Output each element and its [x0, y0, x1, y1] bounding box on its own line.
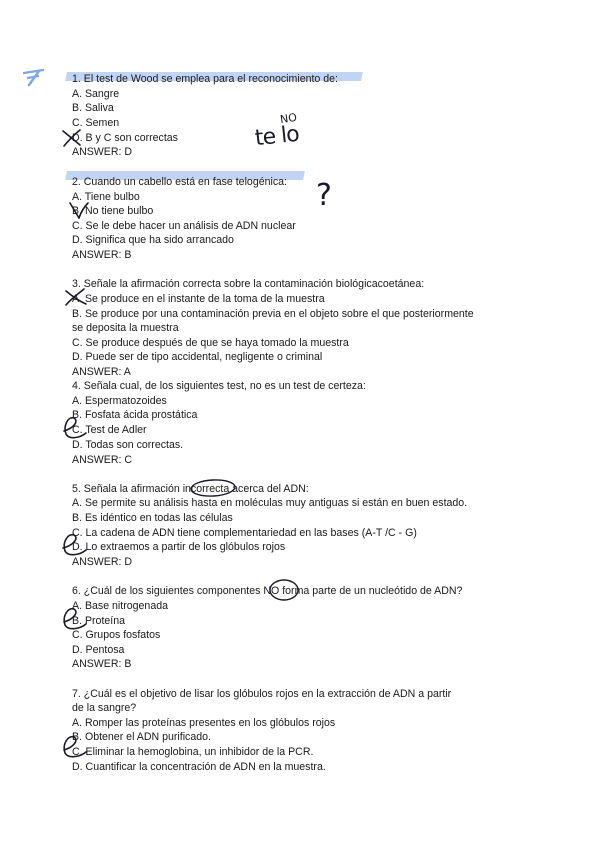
q4-option-d: D. Todas son correctas. — [72, 439, 184, 451]
q6-question: 6. ¿Cuál de los siguientes componentes NO forma parte de un nucleótido de ADN? — [72, 585, 463, 597]
q7-option-a: A. Romper las proteínas presentes en los glóbulos rojos — [72, 717, 336, 729]
q7-option-c: C. Eliminar la hemoglobina, un inhibidor de la PCR. — [72, 746, 314, 758]
q2-option-d: D. Significa que ha sido arrancado — [72, 234, 234, 246]
q2-answer: ANSWER: B — [72, 249, 132, 261]
q1-answer: ANSWER: D — [72, 146, 133, 158]
q5-question: 5. Señala la afirmación incorrecta acerca del ADN: — [72, 483, 309, 495]
q6-option-a: A. Base nitrogenada — [72, 600, 169, 612]
loop-mark-icon — [63, 535, 86, 555]
q6-option-d: D. Pentosa — [72, 644, 125, 656]
cross-mark-icon — [66, 289, 86, 305]
handwritten-te-lo: te lo — [253, 121, 300, 152]
handwritten-question-mark: ? — [316, 178, 332, 213]
q6-option-c: C. Grupos fosfatos — [72, 629, 161, 641]
q3-option-c: C. Se produce después de que se haya tomado la muestra — [72, 337, 349, 349]
loop-mark-icon — [64, 609, 86, 629]
handwritten-no: NO — [279, 110, 298, 127]
q5-option-b: B. Es idéntico en todas las células — [72, 512, 233, 524]
loop-mark-icon — [64, 418, 86, 438]
q3-option-b: B. Se produce por una contaminación previa en el objeto sobre el que posteriormente — [72, 308, 474, 320]
q1-option-c: C. Semen — [72, 117, 120, 129]
q1-question: 1. El test de Wood se emplea para el reconocimiento de: — [72, 73, 338, 85]
q7-option-d: D. Cuantificar la concentración de ADN en la muestra. — [72, 761, 326, 773]
q5-option-d: D. Lo extraemos a partir de los glóbulos rojos — [72, 541, 286, 553]
q4-question: 4. Señala cual, de los siguientes test, no es un test de certeza: — [72, 380, 366, 392]
q5-answer: ANSWER: D — [72, 556, 133, 568]
q7-option-b: B. Obtener el ADN purificado. — [72, 731, 211, 743]
q3-answer: ANSWER: A — [72, 366, 131, 378]
q2-option-c: C. Se le debe hacer un análisis de ADN nuclear — [72, 220, 296, 232]
q7-question: 7. ¿Cuál es el objetivo de lisar los glóbulos rojos en la extracción de ADN a partir — [72, 688, 452, 700]
q5-option-c: C. La cadena de ADN tiene complementariedad en las bases (A-T /C - G) — [72, 527, 417, 539]
q2-option-a: A. Tiene bulbo — [72, 191, 140, 203]
q6-answer: ANSWER: B — [72, 658, 132, 670]
q2-option-b: B. No tiene bulbo — [72, 205, 154, 217]
circle-mark-icon — [191, 479, 236, 497]
tick-mark-icon — [70, 203, 88, 218]
cross-mark-icon — [63, 130, 80, 146]
q1-option-a: A. Sangre — [72, 88, 120, 100]
q4-option-b: B. Fosfata ácida prostática — [72, 409, 198, 421]
q4-option-c: C. Test de Adler — [72, 424, 147, 436]
q1-option-b: B. Saliva — [72, 102, 114, 114]
q3-option-a: A. Se produce en el instante de la toma de la muestra — [72, 293, 325, 305]
q4-option-a: A. Espermatozoides — [72, 395, 167, 407]
q3-question: 3. Señale la afirmación correcta sobre la contaminación biológicacoetánea: — [72, 278, 425, 290]
circle-mark-icon — [270, 580, 298, 600]
q5-option-a: A. Se permite su análisis hasta en moléculas muy antiguas si están en buen estado. — [72, 497, 468, 509]
q7-question-cont: de la sangre? — [72, 702, 137, 714]
q6-option-b: B. Proteína — [72, 615, 125, 627]
loop-mark-icon — [64, 737, 86, 757]
q2-question: 2. Cuando un cabello está en fase telogénica: — [72, 176, 287, 188]
q3-option-b-cont: se deposita la muestra — [72, 322, 179, 334]
blue-flourish-icon — [24, 70, 43, 85]
q4-answer: ANSWER: C — [72, 454, 133, 466]
q3-option-d: D. Puede ser de tipo accidental, negligente o criminal — [72, 351, 323, 363]
q1-option-d: D. B y C son correctas — [72, 132, 178, 144]
